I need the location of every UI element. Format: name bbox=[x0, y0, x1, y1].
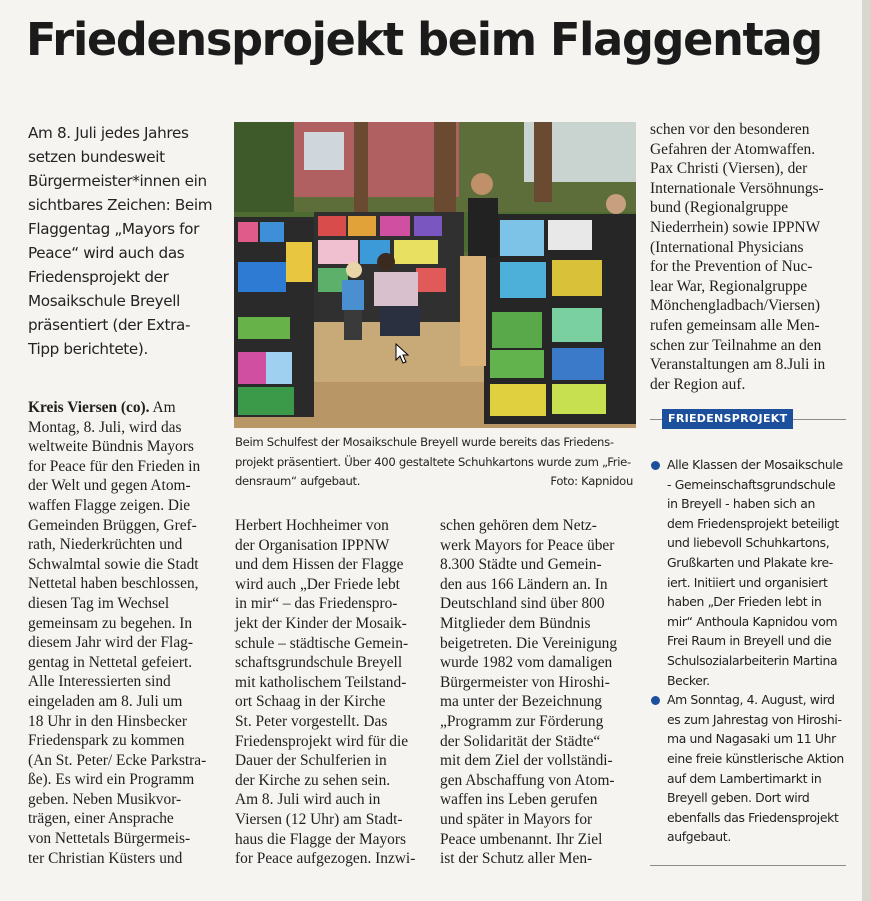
column-line: wurde 1982 vom damaligen bbox=[440, 654, 613, 672]
lead-line: setzen bundesweit bbox=[28, 148, 165, 166]
column-line: Schwalmtal sowie die Stadt bbox=[28, 555, 199, 573]
column-line: bund (Regionalgruppe bbox=[650, 199, 789, 217]
dateline: Kreis Viersen (co). bbox=[28, 399, 150, 416]
bullet-dot-icon bbox=[651, 696, 660, 705]
infobox-label: FRIEDENSPROJEKT bbox=[662, 409, 793, 429]
bullet-item bbox=[650, 690, 850, 847]
article-column-2 bbox=[235, 516, 433, 869]
column-line: gentag in Nettetal gefeiert. bbox=[28, 653, 193, 671]
column-line: wird auch „Der Friede lebt bbox=[235, 575, 400, 593]
bullet-line: Alle Klassen der Mosaikschule bbox=[667, 457, 843, 472]
column-line: schen gehören dem Netz- bbox=[440, 517, 597, 534]
article-column-1 bbox=[28, 398, 228, 868]
column-line: waffen Flagge zeigen. Die bbox=[28, 496, 191, 514]
column-line: (International Physicians bbox=[650, 238, 804, 256]
column-line: Am 8. Juli wird auch in bbox=[235, 791, 381, 809]
article-column-4 bbox=[650, 120, 850, 394]
photo-credit: Foto: Kapnidou bbox=[550, 474, 633, 489]
column-line: gen Abschaffung von Atom- bbox=[440, 771, 615, 789]
column-line: Herbert Hochheimer von bbox=[235, 517, 389, 534]
column-line: in mir“ – das Friedenspro- bbox=[235, 595, 398, 613]
column-line: Friedensprojekt wird für die bbox=[235, 732, 409, 750]
lead-line: sichtbares Zeichen: Beim bbox=[28, 196, 213, 214]
column-line: Mönchengladbach/Viersen) bbox=[650, 297, 821, 315]
column-line: Mitglieder dem Bündnis bbox=[440, 614, 591, 632]
lead-line: Friedensprojekt der bbox=[28, 268, 169, 286]
column-line: der Organisation IPPNW bbox=[235, 536, 390, 554]
bullet-line: auf dem Lambertimarkt in bbox=[667, 770, 822, 786]
column-line: weltweite Bündnis Mayors bbox=[28, 438, 194, 456]
column-line: St. Peter vorgestellt. Das bbox=[235, 712, 388, 730]
column-line: Alle Interessierten sind bbox=[28, 673, 171, 691]
bullet-dot-icon bbox=[651, 461, 660, 470]
column-line: 8.300 Städte und Gemein- bbox=[440, 556, 602, 574]
column-line: und später in Mayors for bbox=[440, 810, 593, 828]
column-line: werk Mayors for Peace über bbox=[440, 536, 615, 554]
infobox-header bbox=[650, 409, 846, 431]
lead-line: Bürgermeister*innen ein bbox=[28, 172, 207, 190]
bullet-line: ma und Nagasaki um 11 Uhr bbox=[667, 731, 836, 747]
column-line: rath, Niederkrüchten und bbox=[28, 536, 183, 554]
bullet-line: haben „Der Frieden lebt in bbox=[667, 594, 822, 610]
photo-caption bbox=[235, 433, 637, 492]
bullet-line: Grußkarten und Plakate kre- bbox=[667, 554, 833, 570]
column-line: eingeladen am 8. Juli um bbox=[28, 692, 183, 710]
column-line: haus die Flagge der Mayors bbox=[235, 830, 406, 848]
column-line: Gemeinden Brüggen, Gref- bbox=[28, 516, 197, 534]
lead-line: präsentiert (der Extra- bbox=[28, 316, 191, 334]
column-line: waffen ins Leben gerufen bbox=[440, 791, 598, 809]
lead-line: Mosaikschule Breyell bbox=[28, 292, 180, 310]
bullet-line: mir“ Anthoula Kapnidou vom bbox=[667, 613, 838, 629]
caption-line: densraum“ aufgebaut. bbox=[235, 474, 361, 489]
column-line: mit dem Ziel der vollständi- bbox=[440, 752, 613, 770]
column-line: von Nettetals Bürgermeis- bbox=[28, 830, 191, 848]
column-line: ist der Schutz aller Men- bbox=[440, 850, 593, 868]
bullet-line: Am Sonntag, 4. August, wird bbox=[667, 692, 835, 708]
column-line: der Welt und gegen Atom- bbox=[28, 477, 191, 495]
page-edge bbox=[862, 0, 871, 901]
column-line: gemeinsam zu begehen. In bbox=[28, 614, 193, 632]
column-line: (An St. Peter/ Ecke Parkstra- bbox=[28, 751, 207, 769]
column-line: schule – städtische Gemein- bbox=[235, 634, 409, 652]
photo-illustration bbox=[234, 122, 636, 428]
bullet-line: es zum Jahrestag von Hiroshi- bbox=[667, 711, 842, 727]
column-line: der Solidarität der Städte“ bbox=[440, 732, 601, 750]
column-line: Dauer der Schulferien in bbox=[235, 752, 387, 770]
bullet-line: Breyell geben. Dort wird bbox=[667, 790, 810, 806]
column-line: diesen Tag im Wechsel bbox=[28, 594, 170, 612]
column-line: ße). Es wird ein Programm bbox=[28, 771, 195, 789]
lead-line: Peace“ wird auch das bbox=[28, 244, 185, 262]
bullet-line: dem Friedensprojekt beteiligt bbox=[667, 515, 839, 531]
bullet-line: in Breyell - haben sich an bbox=[667, 496, 815, 512]
caption-line: Beim Schulfest der Mosaikschule Breyell wurde bereits das Friedens- bbox=[235, 435, 614, 449]
column-line: for Peace aufgezogen. Inzwi- bbox=[235, 850, 416, 868]
column-line: trägen, einer Ansprache bbox=[28, 810, 174, 828]
caption-line: projekt präsentiert. Über 400 gestaltete Schuhkartons wurde zum „Frie- bbox=[235, 454, 631, 469]
column-line: beigetreten. Die Vereinigung bbox=[440, 634, 618, 652]
column-line: Internationale Versöhnungs- bbox=[650, 179, 824, 197]
column-line: mit katholischem Teilstand- bbox=[235, 673, 407, 691]
bullet-line: Frei Raum in Breyell und die bbox=[667, 633, 832, 649]
bullet-line: Becker. bbox=[667, 672, 710, 688]
column-line: jekt der Kinder der Mosaik- bbox=[235, 614, 407, 632]
divider bbox=[650, 865, 846, 866]
bullet-line: aufgebaut. bbox=[667, 829, 731, 845]
column-line: rufen gemeinsam alle Men- bbox=[650, 316, 820, 334]
lead-line: Tipp berichtete). bbox=[28, 340, 148, 358]
column-line: Am bbox=[152, 399, 176, 416]
lead-paragraph bbox=[28, 121, 228, 361]
column-line: Peace umbenannt. Ihr Ziel bbox=[440, 830, 603, 848]
article-column-3 bbox=[440, 516, 640, 869]
bullet-line: iert. Initiiert und organisiert bbox=[667, 574, 828, 590]
column-line: lear War, Regionalgruppe bbox=[650, 277, 808, 295]
column-line: Nettetal haben beschlossen, bbox=[28, 575, 199, 593]
column-line: Montag, 8. Juli, wird das bbox=[28, 418, 182, 436]
bullet-line: Schulsozialarbeiterin Martina bbox=[667, 652, 838, 668]
bullet-item bbox=[650, 455, 850, 690]
lead-line: Flaggentag „Mayors for bbox=[28, 220, 199, 238]
column-line: diesem Jahr wird der Flag- bbox=[28, 634, 193, 652]
column-line: schen vor den besonderen bbox=[650, 121, 810, 138]
column-line: Friedenspark zu kommen bbox=[28, 732, 185, 750]
column-line: den aus 166 Ländern an. In bbox=[440, 575, 608, 593]
article-photo bbox=[234, 122, 636, 428]
headline: Friedensprojekt beim Flaggentag bbox=[26, 13, 822, 66]
column-line: for the Prevention of Nuc- bbox=[650, 258, 813, 276]
shoebox-wall-left bbox=[234, 217, 314, 417]
bullet-line: - Gemeinschaftsgrundschule bbox=[667, 476, 836, 492]
column-line: der Region auf. bbox=[650, 375, 746, 393]
bullet-line: eine freie künstlerische Aktion bbox=[667, 750, 844, 766]
column-line: Bürgermeister von Hiroshi- bbox=[440, 673, 610, 691]
column-line: geben. Neben Musikvor- bbox=[28, 790, 182, 808]
column-line: ter Christian Küsters und bbox=[28, 849, 183, 867]
column-line: „Programm zur Förderung bbox=[440, 712, 604, 730]
column-line: ma unter der Bezeichnung bbox=[440, 693, 602, 711]
infobox-bullets bbox=[650, 455, 850, 847]
column-line: ort Schaag in der Kirche bbox=[235, 693, 386, 711]
lead-line: Am 8. Juli jedes Jahres bbox=[28, 124, 189, 142]
shoebox-wall-right bbox=[484, 214, 636, 424]
column-line: schen zur Teilnahme an den bbox=[650, 336, 822, 354]
column-line: der Kirche zu sehen sein. bbox=[235, 771, 391, 789]
column-line: Veranstaltungen am 8.Juli in bbox=[650, 356, 826, 374]
column-line: Pax Christi (Viersen), der bbox=[650, 160, 808, 178]
column-line: Niederrhein) sowie IPPNW bbox=[650, 218, 821, 236]
column-line: Deutschland sind über 800 bbox=[440, 595, 605, 613]
bullet-line: ebenfalls das Friedensprojekt bbox=[667, 809, 839, 825]
column-line: for Peace für den Frieden in bbox=[28, 457, 201, 475]
column-line: Gefahren der Atomwaffen. bbox=[650, 140, 816, 158]
column-line: und dem Hissen der Flagge bbox=[235, 556, 404, 574]
column-line: Viersen (12 Uhr) am Stadt- bbox=[235, 810, 403, 828]
column-line: 18 Uhr in den Hinsbecker bbox=[28, 712, 187, 730]
column-line: schaftsgrundschule Breyell bbox=[235, 654, 403, 672]
bullet-line: und liebevoll Schuhkartons, bbox=[667, 535, 830, 551]
